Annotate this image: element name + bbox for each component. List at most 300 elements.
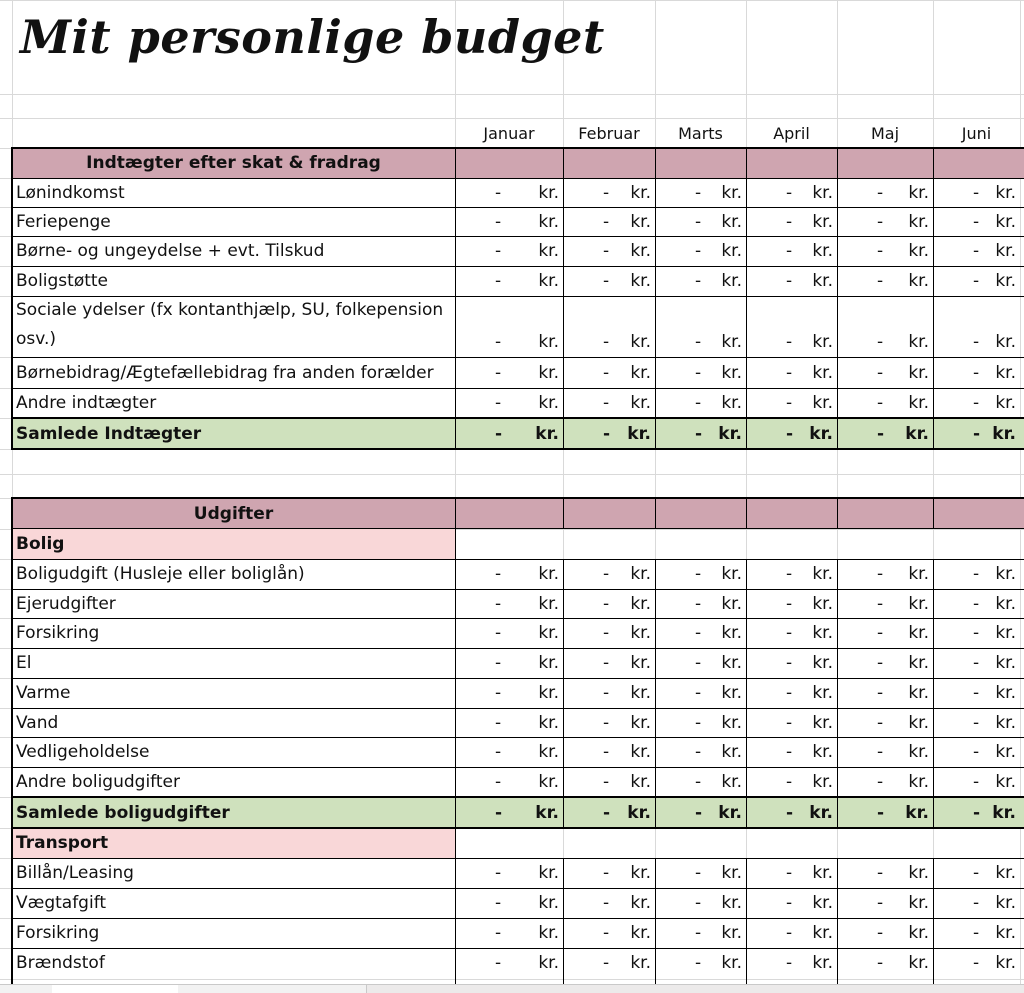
currency-unit: kr.: [809, 423, 833, 444]
value-cell-juni[interactable]: [933, 767, 1020, 797]
table-border: [12, 178, 1024, 179]
zero-dash: -: [786, 893, 793, 913]
value-cell-juni[interactable]: [933, 207, 1020, 236]
category-row-transport: [12, 828, 1024, 858]
income-total-row: [12, 418, 1024, 449]
row-label[interactable]: Vedligeholdelse: [16, 742, 150, 762]
currency-unit: kr.: [538, 182, 559, 203]
value-cell-februar[interactable]: [563, 207, 655, 236]
zero-dash: -: [973, 923, 980, 943]
zero-dash: -: [786, 772, 793, 792]
bolig-row: [12, 708, 1024, 737]
zero-dash: -: [495, 182, 502, 203]
value-cell-januar[interactable]: [455, 326, 563, 357]
currency-unit: kr.: [992, 802, 1016, 823]
currency-unit: kr.: [812, 393, 833, 413]
currency-unit: kr.: [908, 564, 929, 584]
row-label[interactable]: Boligstøtte: [16, 271, 109, 291]
row-label[interactable]: Ejerudgifter: [16, 593, 116, 614]
zero-dash: -: [495, 802, 503, 823]
category-label[interactable]: Bolig: [16, 534, 65, 554]
currency-unit: kr.: [812, 953, 833, 973]
value-cell-april[interactable]: [746, 737, 837, 767]
value-cell-april[interactable]: [746, 388, 837, 418]
zero-dash: -: [786, 331, 793, 352]
expenses-header[interactable]: Udgifter: [193, 503, 274, 524]
zero-dash: -: [877, 593, 884, 614]
value-cell-maj[interactable]: [837, 678, 933, 708]
value-cell-februar[interactable]: [563, 918, 655, 948]
value-cell-februar[interactable]: [563, 948, 655, 978]
value-cell-juni[interactable]: [933, 737, 1020, 767]
value-cell-maj[interactable]: [837, 797, 933, 828]
income-header[interactable]: Indtægter efter skat & fradrag: [86, 153, 381, 173]
value-cell-maj[interactable]: [837, 618, 933, 648]
value-cell-marts[interactable]: [655, 888, 746, 918]
zero-dash: -: [603, 331, 610, 352]
value-cell-februar[interactable]: [563, 388, 655, 418]
zero-dash: -: [877, 953, 884, 973]
zero-dash: -: [495, 331, 502, 352]
value-cell-juni[interactable]: [933, 858, 1020, 888]
value-cell-juni[interactable]: [933, 266, 1020, 296]
zero-dash: -: [877, 182, 884, 203]
category-label[interactable]: Transport: [16, 833, 109, 853]
table-border: [746, 497, 747, 529]
value-cell-juni[interactable]: [933, 559, 1020, 589]
value-cell-marts[interactable]: [655, 388, 746, 418]
currency-unit: kr.: [908, 623, 929, 643]
value-cell-februar[interactable]: [563, 648, 655, 678]
zero-dash: -: [495, 923, 502, 943]
value-cell-januar[interactable]: [455, 207, 563, 236]
currency-unit: kr.: [908, 182, 929, 203]
value-cell-marts[interactable]: [655, 708, 746, 737]
table-border: [455, 497, 456, 984]
row-label[interactable]: Brændstof: [16, 953, 105, 973]
value-cell-maj[interactable]: [837, 858, 933, 888]
currency-unit: kr.: [995, 362, 1016, 383]
value-cell-maj[interactable]: [837, 418, 933, 449]
table-border: [12, 417, 1024, 419]
zero-dash: -: [973, 211, 980, 232]
value-cell-maj[interactable]: [837, 559, 933, 589]
value-cell-juni[interactable]: [933, 326, 1020, 357]
value-cell-april[interactable]: [746, 678, 837, 708]
value-cell-januar[interactable]: [455, 948, 563, 978]
income-total-label[interactable]: Samlede Indtægter: [16, 423, 202, 444]
zero-dash: -: [603, 362, 610, 383]
table-border: [12, 918, 1024, 919]
value-cell-juni[interactable]: [933, 708, 1020, 737]
value-cell-januar[interactable]: [455, 236, 563, 266]
currency-unit: kr.: [538, 772, 559, 792]
zero-dash: -: [695, 241, 702, 261]
currency-unit: kr.: [995, 653, 1016, 673]
zero-dash: -: [495, 271, 502, 291]
zero-dash: -: [786, 683, 793, 703]
value-cell-juni[interactable]: [933, 918, 1020, 948]
table-border: [12, 388, 1024, 389]
value-cell-juni[interactable]: [933, 797, 1020, 828]
zero-dash: -: [495, 623, 502, 643]
value-cell-februar[interactable]: [563, 708, 655, 737]
value-cell-april[interactable]: [746, 648, 837, 678]
bolig-total-label[interactable]: Samlede boligudgifter: [16, 802, 230, 823]
currency-unit: kr.: [538, 742, 559, 762]
value-cell-juni[interactable]: [933, 589, 1020, 618]
currency-unit: kr.: [535, 423, 559, 444]
currency-unit: kr.: [538, 241, 559, 261]
value-cell-marts[interactable]: [655, 418, 746, 449]
zero-dash: -: [603, 211, 610, 232]
value-cell-juni[interactable]: [933, 388, 1020, 418]
value-cell-april[interactable]: [746, 178, 837, 207]
table-border: [12, 497, 1024, 499]
zero-dash: -: [495, 772, 502, 792]
zero-dash: -: [695, 893, 702, 913]
zero-dash: -: [495, 423, 503, 444]
currency-unit: kr.: [812, 241, 833, 261]
row-label[interactable]: El: [16, 653, 32, 673]
value-cell-januar[interactable]: [455, 708, 563, 737]
table-border: [746, 559, 747, 828]
zero-dash: -: [877, 331, 884, 352]
currency-unit: kr.: [538, 331, 559, 352]
currency-unit: kr.: [812, 653, 833, 673]
zero-dash: -: [877, 742, 884, 762]
value-cell-maj[interactable]: [837, 236, 933, 266]
zero-dash: -: [695, 362, 702, 383]
zero-dash: -: [973, 953, 980, 973]
value-cell-marts[interactable]: [655, 618, 746, 648]
value-cell-marts[interactable]: [655, 236, 746, 266]
row-label[interactable]: Andre boligudgifter: [16, 772, 180, 792]
value-cell-juni[interactable]: [933, 648, 1020, 678]
zero-dash: -: [603, 241, 610, 261]
value-cell-maj[interactable]: [837, 178, 933, 207]
currency-unit: kr.: [630, 362, 651, 383]
currency-unit: kr.: [538, 863, 559, 883]
table-border: [12, 648, 1024, 649]
value-cell-februar[interactable]: [563, 618, 655, 648]
currency-unit: kr.: [630, 742, 651, 762]
month-header-april[interactable]: April: [773, 124, 810, 143]
row-label[interactable]: Forsikring: [16, 923, 100, 943]
zero-dash: -: [695, 863, 702, 883]
table-border: [12, 737, 1024, 738]
zero-dash: -: [786, 593, 793, 614]
value-cell-marts[interactable]: [655, 266, 746, 296]
value-cell-juni[interactable]: [933, 948, 1020, 978]
month-header-maj[interactable]: Maj: [870, 124, 900, 143]
value-cell-marts[interactable]: [655, 948, 746, 978]
currency-unit: kr.: [908, 593, 929, 614]
currency-unit: kr.: [995, 271, 1016, 291]
sheet-title[interactable]: Mit personlige budget: [20, 10, 605, 64]
value-cell-april[interactable]: [746, 918, 837, 948]
value-cell-juni[interactable]: [933, 236, 1020, 266]
currency-unit: kr.: [627, 423, 651, 444]
value-cell-juni[interactable]: [933, 888, 1020, 918]
value-cell-marts[interactable]: [655, 559, 746, 589]
zero-dash: -: [786, 953, 793, 973]
value-cell-marts[interactable]: [655, 178, 746, 207]
currency-unit: kr.: [812, 742, 833, 762]
currency-unit: kr.: [538, 362, 559, 383]
row-label[interactable]: Vægtafgift: [16, 893, 107, 913]
month-header-januar[interactable]: Januar: [483, 124, 535, 143]
value-cell-februar[interactable]: [563, 418, 655, 449]
value-cell-april[interactable]: [746, 418, 837, 449]
value-cell-maj[interactable]: [837, 266, 933, 296]
zero-dash: -: [973, 271, 980, 291]
month-header-februar[interactable]: Februar: [578, 124, 640, 143]
row-label[interactable]: Varme: [16, 683, 71, 703]
value-cell-maj[interactable]: [837, 388, 933, 418]
value-cell-april[interactable]: [746, 326, 837, 357]
income-row: [12, 266, 1024, 296]
currency-unit: kr.: [995, 772, 1016, 792]
value-cell-januar[interactable]: [455, 918, 563, 948]
value-cell-marts[interactable]: [655, 648, 746, 678]
row-label[interactable]: Feriepenge: [16, 211, 111, 232]
value-cell-juni[interactable]: [933, 357, 1020, 388]
value-cell-februar[interactable]: [563, 266, 655, 296]
table-border: [12, 357, 1024, 358]
value-cell-februar[interactable]: [563, 559, 655, 589]
value-cell-april[interactable]: [746, 357, 837, 388]
value-cell-april[interactable]: [746, 888, 837, 918]
table-border: [655, 559, 656, 828]
zero-dash: -: [973, 423, 981, 444]
value-cell-marts[interactable]: [655, 678, 746, 708]
zero-dash: -: [495, 742, 502, 762]
value-cell-maj[interactable]: [837, 357, 933, 388]
value-cell-januar[interactable]: [455, 388, 563, 418]
value-cell-maj[interactable]: [837, 648, 933, 678]
zero-dash: -: [877, 271, 884, 291]
table-border: [12, 528, 1024, 529]
value-cell-januar[interactable]: [455, 178, 563, 207]
zero-dash: -: [877, 564, 884, 584]
zero-dash: -: [786, 241, 793, 261]
zero-dash: -: [695, 182, 702, 203]
row-label[interactable]: Vand: [16, 712, 59, 733]
value-cell-januar[interactable]: [455, 797, 563, 828]
value-cell-februar[interactable]: [563, 678, 655, 708]
value-cell-april[interactable]: [746, 767, 837, 797]
value-cell-marts[interactable]: [655, 858, 746, 888]
row-label[interactable]: Sociale ydelser (fx kontanthjælp, SU, folkepension osv.): [16, 300, 444, 349]
value-cell-januar[interactable]: [455, 648, 563, 678]
zero-dash: -: [695, 423, 703, 444]
currency-unit: kr.: [995, 863, 1016, 883]
value-cell-maj[interactable]: [837, 737, 933, 767]
zero-dash: -: [786, 393, 793, 413]
value-cell-januar[interactable]: [455, 589, 563, 618]
zero-dash: -: [603, 271, 610, 291]
zero-dash: -: [786, 923, 793, 943]
currency-unit: kr.: [812, 923, 833, 943]
table-border: [655, 147, 656, 450]
currency-unit: kr.: [538, 953, 559, 973]
zero-dash: -: [877, 923, 884, 943]
currency-unit: kr.: [721, 683, 742, 703]
value-cell-februar[interactable]: [563, 888, 655, 918]
value-cell-februar[interactable]: [563, 858, 655, 888]
value-cell-februar[interactable]: [563, 178, 655, 207]
value-cell-februar[interactable]: [563, 357, 655, 388]
value-cell-marts[interactable]: [655, 207, 746, 236]
zero-dash: -: [786, 742, 793, 762]
currency-unit: kr.: [995, 712, 1016, 733]
zero-dash: -: [695, 331, 702, 352]
zero-dash: -: [695, 683, 702, 703]
zero-dash: -: [973, 742, 980, 762]
row-label[interactable]: Lønindkomst: [16, 182, 125, 203]
value-cell-juni[interactable]: [933, 618, 1020, 648]
table-border: [12, 589, 1024, 590]
currency-unit: kr.: [718, 802, 742, 823]
zero-dash: -: [786, 271, 793, 291]
value-cell-januar[interactable]: [455, 858, 563, 888]
zero-dash: -: [973, 241, 980, 261]
value-cell-april[interactable]: [746, 708, 837, 737]
bolig-row: [12, 648, 1024, 678]
value-cell-januar[interactable]: [455, 678, 563, 708]
table-border: [11, 497, 13, 984]
zero-dash: -: [695, 593, 702, 614]
table-border: [11, 147, 13, 450]
value-cell-maj[interactable]: [837, 888, 933, 918]
value-cell-maj[interactable]: [837, 948, 933, 978]
value-cell-marts[interactable]: [655, 918, 746, 948]
zero-dash: -: [603, 742, 610, 762]
value-cell-april[interactable]: [746, 797, 837, 828]
value-cell-marts[interactable]: [655, 737, 746, 767]
row-label[interactable]: Boligudgift (Husleje eller boliglån): [16, 564, 305, 584]
value-cell-februar[interactable]: [563, 797, 655, 828]
currency-unit: kr.: [995, 393, 1016, 413]
value-cell-april[interactable]: [746, 618, 837, 648]
zero-dash: -: [786, 423, 794, 444]
value-cell-januar[interactable]: [455, 767, 563, 797]
table-border: [12, 708, 1024, 709]
value-cell-marts[interactable]: [655, 326, 746, 357]
zero-dash: -: [786, 362, 793, 383]
value-cell-april[interactable]: [746, 589, 837, 618]
value-cell-januar[interactable]: [455, 418, 563, 449]
value-cell-maj[interactable]: [837, 767, 933, 797]
value-cell-februar[interactable]: [563, 737, 655, 767]
currency-unit: kr.: [538, 653, 559, 673]
income-row: [12, 388, 1024, 418]
currency-unit: kr.: [995, 623, 1016, 643]
row-label[interactable]: Billån/Leasing: [16, 863, 134, 883]
currency-unit: kr.: [908, 393, 929, 413]
value-cell-marts[interactable]: [655, 797, 746, 828]
month-header-marts[interactable]: Marts: [678, 124, 723, 143]
month-header-juni[interactable]: Juni: [961, 124, 992, 143]
value-cell-januar[interactable]: [455, 888, 563, 918]
currency-unit: kr.: [538, 393, 559, 413]
currency-unit: kr.: [538, 211, 559, 232]
value-cell-februar[interactable]: [563, 326, 655, 357]
row-label[interactable]: Børnebidrag/Ægtefællebidrag fra anden forælder: [16, 362, 434, 383]
currency-unit: kr.: [721, 393, 742, 413]
value-cell-januar[interactable]: [455, 266, 563, 296]
value-cell-maj[interactable]: [837, 207, 933, 236]
currency-unit: kr.: [995, 923, 1016, 943]
gridline-horizontal: [0, 94, 1024, 95]
value-cell-april[interactable]: [746, 858, 837, 888]
currency-unit: kr.: [905, 802, 929, 823]
zero-dash: -: [786, 653, 793, 673]
currency-unit: kr.: [721, 182, 742, 203]
currency-unit: kr.: [538, 683, 559, 703]
value-cell-marts[interactable]: [655, 767, 746, 797]
row-label[interactable]: Andre indtægter: [16, 393, 157, 413]
currency-unit: kr.: [630, 211, 651, 232]
currency-unit: kr.: [812, 362, 833, 383]
zero-dash: -: [603, 564, 610, 584]
value-cell-januar[interactable]: [455, 737, 563, 767]
value-cell-april[interactable]: [746, 948, 837, 978]
row-label[interactable]: Børne- og ungeydelse + evt. Tilskud: [16, 241, 325, 261]
currency-unit: kr.: [908, 953, 929, 973]
value-cell-maj[interactable]: [837, 326, 933, 357]
table-border: [12, 948, 1024, 949]
value-cell-januar[interactable]: [455, 559, 563, 589]
value-cell-januar[interactable]: [455, 357, 563, 388]
value-cell-marts[interactable]: [655, 589, 746, 618]
value-cell-juni[interactable]: [933, 178, 1020, 207]
value-cell-juni[interactable]: [933, 418, 1020, 449]
currency-unit: kr.: [538, 564, 559, 584]
zero-dash: -: [695, 953, 702, 973]
zero-dash: -: [603, 923, 610, 943]
value-cell-maj[interactable]: [837, 589, 933, 618]
currency-unit: kr.: [812, 564, 833, 584]
value-cell-april[interactable]: [746, 266, 837, 296]
zero-dash: -: [695, 923, 702, 943]
zero-dash: -: [603, 712, 610, 733]
value-cell-maj[interactable]: [837, 918, 933, 948]
currency-unit: kr.: [721, 923, 742, 943]
income-row: [12, 178, 1024, 207]
zero-dash: -: [695, 211, 702, 232]
value-cell-april[interactable]: [746, 559, 837, 589]
value-cell-marts[interactable]: [655, 357, 746, 388]
value-cell-april[interactable]: [746, 236, 837, 266]
value-cell-juni[interactable]: [933, 678, 1020, 708]
value-cell-maj[interactable]: [837, 708, 933, 737]
value-cell-april[interactable]: [746, 207, 837, 236]
gridline-horizontal: [0, 0, 1024, 1]
zero-dash: -: [603, 683, 610, 703]
row-label[interactable]: Forsikring: [16, 623, 100, 643]
value-cell-februar[interactable]: [563, 589, 655, 618]
value-cell-februar[interactable]: [563, 236, 655, 266]
zero-dash: -: [695, 393, 702, 413]
currency-unit: kr.: [721, 772, 742, 792]
value-cell-februar[interactable]: [563, 767, 655, 797]
income-row: [12, 236, 1024, 266]
value-cell-januar[interactable]: [455, 618, 563, 648]
currency-unit: kr.: [908, 742, 929, 762]
table-border: [933, 147, 934, 450]
